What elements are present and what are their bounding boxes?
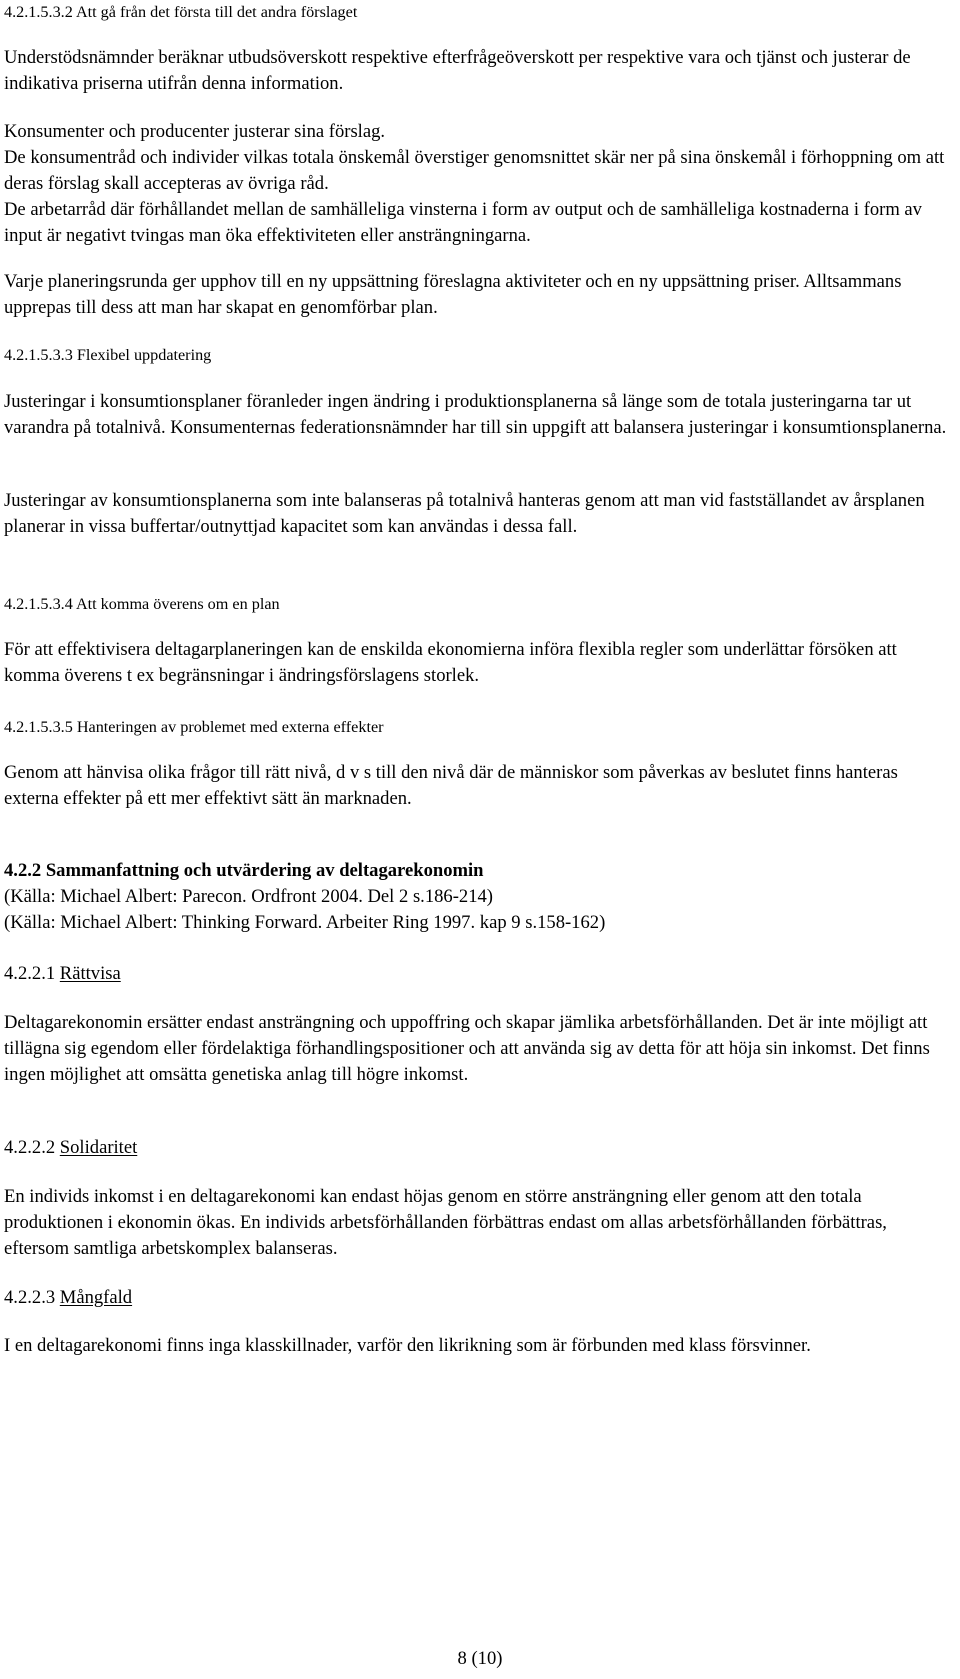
- section-number: 4.2.1.5.3.3: [4, 346, 73, 364]
- section-title: Rättvisa: [59, 963, 121, 984]
- section-heading-4-2-2-2: [4, 1135, 952, 1161]
- section-title: Att gå från det första till det andra förslaget: [75, 3, 358, 21]
- source-citation: (Källa: Michael Albert: Parecon. Ordfront 2004. Del 2 s.186-214): [4, 886, 493, 907]
- section-number: 4.2.2.3: [4, 1287, 56, 1308]
- section-title: Hanteringen av problemet med externa effekter: [76, 718, 384, 736]
- paragraph-adjustments: [4, 119, 952, 249]
- section-heading-4-2-1-5-3-4: [4, 593, 952, 615]
- section-title: Flexibel uppdatering: [76, 346, 212, 364]
- page-number: 8 (10): [457, 1648, 503, 1669]
- section-number: 4.2.1.5.3.2: [4, 3, 73, 21]
- paragraph: Varje planeringsrunda ger upphov till en ny uppsättning föreslagna aktiviteter och en ny uppsättning priser. Alltsammans upprepas till dess att man har skapat en genomförbar plan.: [4, 271, 902, 318]
- section-heading-4-2-2: [4, 858, 952, 936]
- section-title: Att komma överens om en plan: [75, 595, 280, 613]
- paragraph: Justeringar i konsumtionsplaner föranleder ingen ändring i produktionsplanerna så länge som de totala justeringarna tar ut varandra på totalnivå. Konsumenternas federationsnämnder har till sin uppgift att balansera justeringar i konsumtionsplanerna.: [4, 391, 947, 438]
- paragraph-line: De konsumentråd och individer vilkas totala önskemål överstiger genomsnittet skär ner på sina önskemål i förhoppning om att deras förslag skall accepteras av övriga råd.: [4, 147, 945, 194]
- paragraph: Understödsnämnder beräknar utbudsöverskott respektive efterfrågeöverskott per respektive vara och tjänst och justerar de indikativa priserna utifrån denna information.: [4, 47, 911, 94]
- section-heading-4-2-1-5-3-5: [4, 716, 952, 738]
- paragraph: Genom att hänvisa olika frågor till rätt nivå, d v s till den nivå där de människor som påverkas av beslutet finns hanteras externa effekter på ett mer effektivt sätt än marknaden.: [4, 762, 898, 809]
- section-title: Solidaritet: [59, 1137, 138, 1158]
- section-title: Mångfald: [59, 1287, 133, 1308]
- section-heading-4-2-1-5-3-2: [4, 1, 952, 23]
- section-heading-4-2-1-5-3-3: [4, 344, 952, 366]
- paragraph: I en deltagarekonomi finns inga klasskillnader, varför den likrikning som är förbunden med klass försvinner.: [4, 1335, 811, 1356]
- section-number: 4.2.1.5.3.4: [4, 595, 73, 613]
- paragraph: Deltagarekonomin ersätter endast ansträngning och uppoffring och skapar jämlika arbetsförhållanden. Det är inte möjligt att tillägna sig egendom eller fördelaktiga förhandlingspositioner och att använda sig av detta för att höja sin inkomst. Det finns ingen möjlighet att omsätta genetiska anlag till högre inkomst.: [4, 1012, 930, 1085]
- section-heading-4-2-2-3: [4, 1285, 952, 1311]
- source-citation: (Källa: Michael Albert: Thinking Forward. Arbeiter Ring 1997. kap 9 s.158-162): [4, 912, 606, 933]
- paragraph: En individs inkomst i en deltagarekonomi kan endast höjas genom en större ansträngning eller genom att den totala produktionen i ekonomin ökas. En individs arbetsförhållanden förbättras endast om allas arbetsförhållanden förbättras, eftersom samtliga arbetskomplex balanseras.: [4, 1186, 887, 1259]
- paragraph: För att effektivisera deltagarplaneringen kan de enskilda ekonomierna införa flexibla regler som underlättar försöken att komma överens t ex begränsningar i ändringsförslagens storlek.: [4, 639, 897, 686]
- section-number: 4.2.1.5.3.5: [4, 718, 73, 736]
- section-number: 4.2.2.2: [4, 1137, 56, 1158]
- section-heading-4-2-2-1: [4, 961, 952, 987]
- section-title-bold: 4.2.2 Sammanfattning och utvärdering av deltagarekonomin: [4, 860, 484, 881]
- section-number: 4.2.2.1: [4, 963, 56, 984]
- paragraph-line: De arbetarråd där förhållandet mellan de samhälleliga vinsterna i form av output och de samhälleliga kostnaderna i form av input är negativt tvingas man öka effektiviteten eller ansträngningarna.: [4, 199, 922, 246]
- paragraph: Justeringar av konsumtionsplanerna som inte balanseras på totalnivå hanteras genom att man vid fastställandet av årsplanen planerar in vissa buffertar/outnyttjad kapacitet som kan användas i dessa fall.: [4, 490, 925, 537]
- paragraph-line: Konsumenter och producenter justerar sina förslag.: [4, 121, 386, 142]
